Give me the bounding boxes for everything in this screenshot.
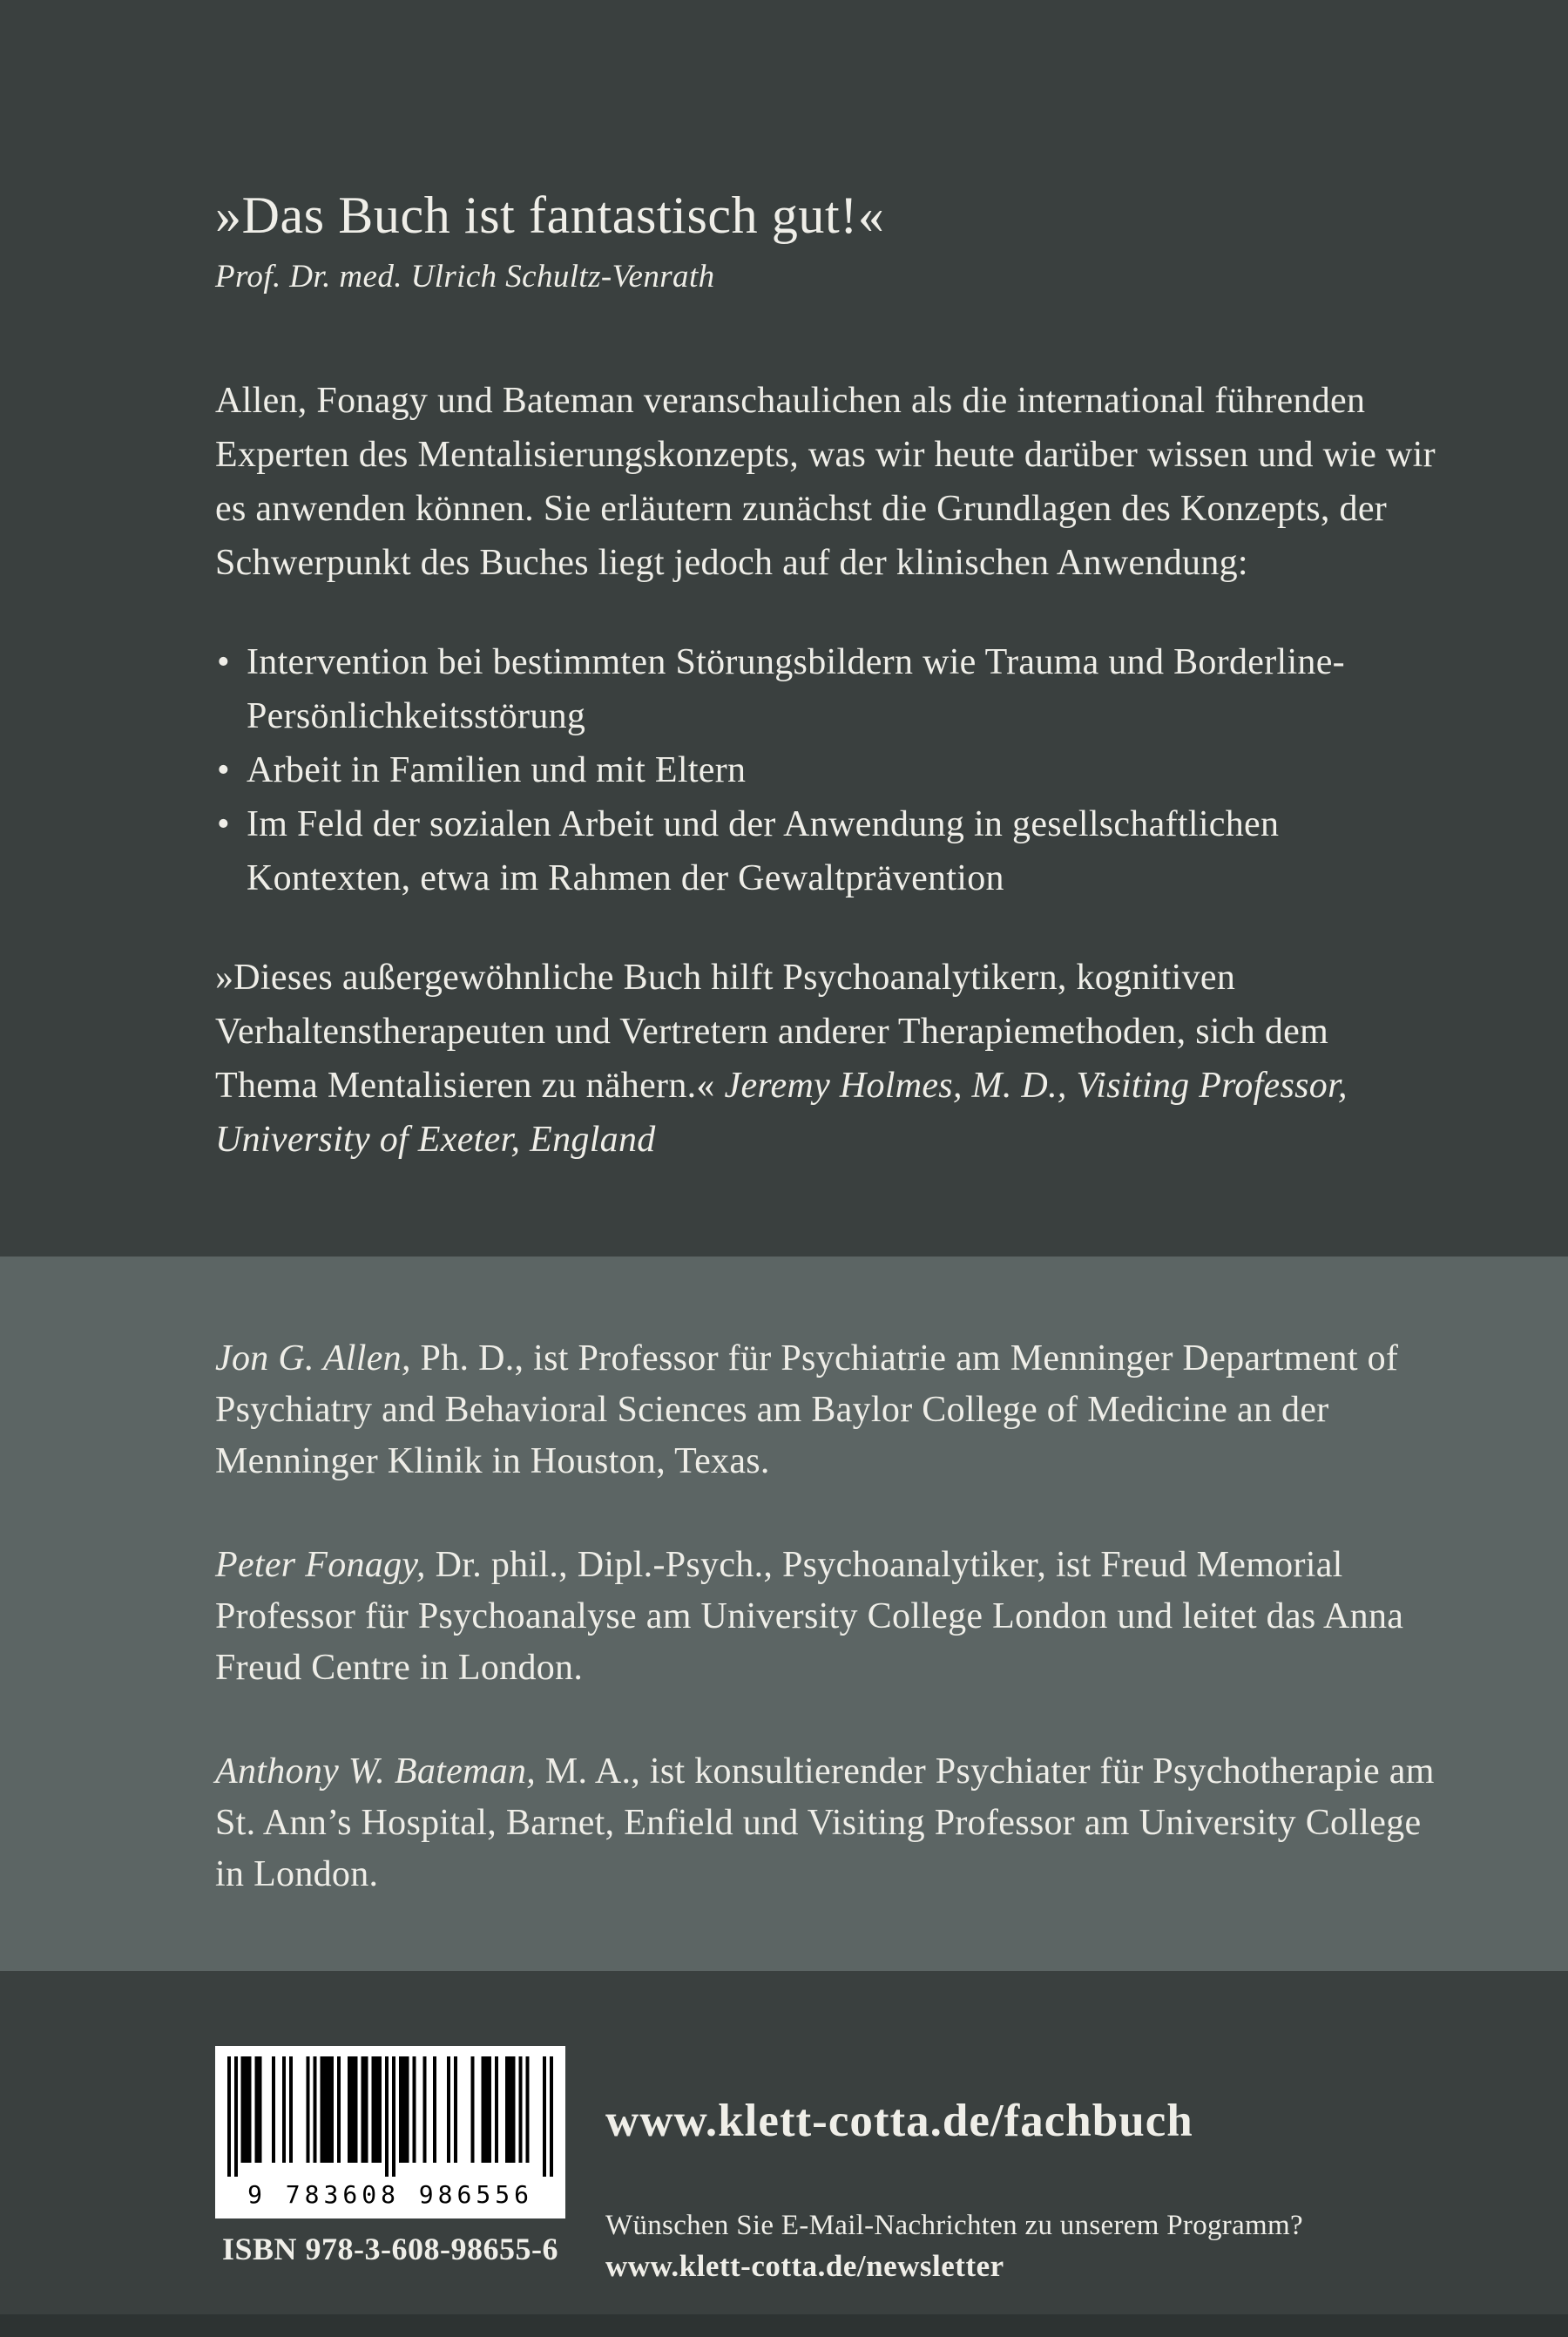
cover-bottom-edge bbox=[0, 2314, 1568, 2337]
author-bio-text: M. A., ist konsultierender Psychiater für Psychotherapie am St. Ann’s Hospital, Barnet, Enfield und Visiting Professor am University College in London. bbox=[215, 1751, 1435, 1894]
isbn-text: ISBN 978-3-608-98655-6 bbox=[222, 2232, 558, 2266]
publisher-links-block bbox=[605, 2046, 1303, 2337]
bullet-icon: • bbox=[217, 750, 231, 790]
headline-quote: »Das Buch ist fantastisch gut!« bbox=[215, 186, 885, 244]
barcode-bars-icon bbox=[227, 2056, 553, 2177]
author-bio-text: Ph. D., ist Professor für Psychiatrie am Menninger Department of Psychiatry and Behavioral Sciences am Baylor College of Medicine an der Menninger Klinik in Houston, Texas. bbox=[215, 1338, 1399, 1481]
bullet-icon: • bbox=[217, 804, 231, 844]
author-bio-allen bbox=[215, 1333, 1439, 1487]
newsletter-question: Wünschen Sie E-Mail-Nachrichten zu unserem Programm? bbox=[605, 2210, 1303, 2241]
topic-text: Intervention bei bestimmten Störungsbildern wie Trauma und Borderline-Persönlichkeitsstörung bbox=[247, 642, 1345, 736]
barcode-number: 9 783608 986556 bbox=[247, 2180, 533, 2209]
author-name: Peter Fonagy, bbox=[215, 1545, 426, 1585]
second-quote-text: »Dieses außergewöhnliche Buch hilft Psychoanalytikern, kognitiven Verhaltenstherapeuten und Vertretern anderer Therapiemethoden, sich dem Thema Mentalisieren zu nähern.« bbox=[215, 958, 1329, 1106]
intro-paragraph: Allen, Fonagy und Bateman veranschaulichen als die international führenden Experten des Mentalisierungskonzepts, was wir heute darüber wissen und wie wir es anwenden können. Sie erläutern zunächst die Grundlagen des Konzepts, der Schwerpunkt des Buches liegt jedoch auf der klinischen Anwendung: bbox=[215, 381, 1436, 583]
topic-item bbox=[215, 743, 1439, 797]
barcode bbox=[215, 2046, 565, 2218]
bullet-icon: • bbox=[217, 642, 231, 682]
authors-section bbox=[0, 1257, 1568, 1971]
topic-text: Im Feld der sozialen Arbeit und der Anwendung in gesellschaftlichen Kontexten, etwa im Rahmen der Gewaltprävention bbox=[247, 804, 1280, 898]
author-name: Jon G. Allen, bbox=[215, 1338, 411, 1378]
topic-item bbox=[215, 635, 1439, 743]
author-bio-bateman bbox=[215, 1746, 1439, 1900]
second-quote bbox=[215, 951, 1439, 1167]
fachbuch-url: www.klett-cotta.de/fachbuch bbox=[605, 2096, 1193, 2146]
topic-text: Arbeit in Familien und mit Eltern bbox=[247, 750, 747, 790]
topics-list bbox=[215, 635, 1439, 905]
topic-item bbox=[215, 797, 1439, 905]
footer-section bbox=[0, 1971, 1568, 2337]
newsletter-url: www.klett-cotta.de/newsletter bbox=[605, 2249, 1004, 2283]
second-quote-attribution: Jeremy Holmes, M. D., Visiting Professor, University of Exeter, England bbox=[215, 1066, 1348, 1160]
headline-quote-attribution: Prof. Dr. med. Ulrich Schultz-Venrath bbox=[215, 259, 715, 295]
author-bio-fonagy bbox=[215, 1540, 1439, 1694]
author-bio-text: Dr. phil., Dipl.-Psych., Psychoanalytiker, ist Freud Memorial Professor für Psychoanalyse am University College London und leitet das Anna Freud Centre in London. bbox=[215, 1545, 1404, 1688]
author-name: Anthony W. Bateman, bbox=[215, 1751, 537, 1792]
isbn-block bbox=[215, 2046, 565, 2337]
